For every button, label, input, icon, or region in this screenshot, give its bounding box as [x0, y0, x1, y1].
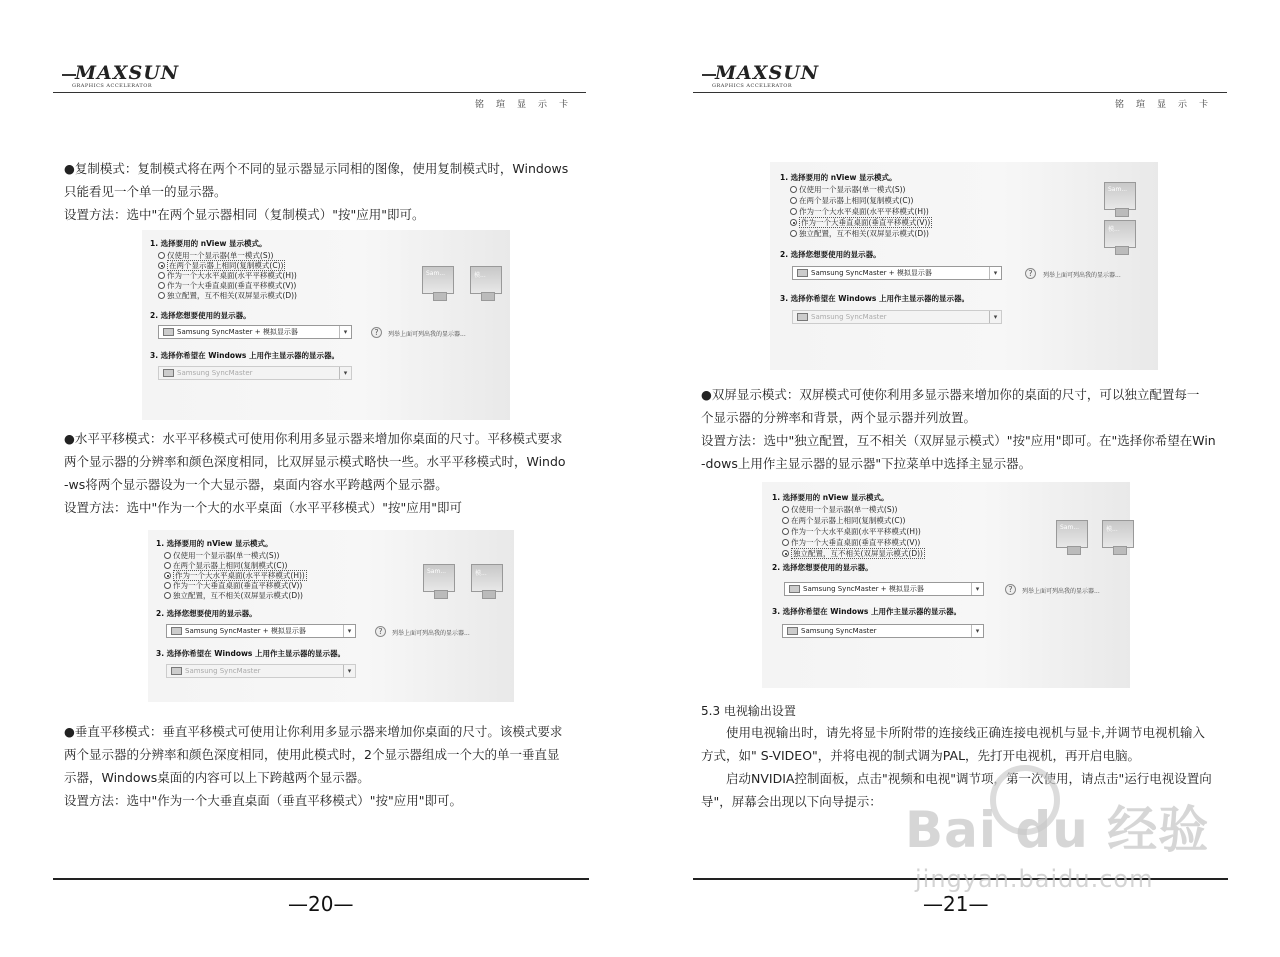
monitor-icon: 模...	[1102, 520, 1134, 548]
logo-swoosh	[702, 74, 716, 76]
paragraph-horizontal-span: ●水平平移模式：水平平移模式可使用你利用多显示器来增加你桌面的尺寸。平移模式要求 两个显示器的分辨率和颜色深度相同，比双屏显示模式略快一些。水平平移模式时，Windo -ws将两个显示器设为一个大显示器，桌面内容水平跨越两个显示器。 设置方法：选中"作为一个大的水平桌面（水平平移模式）"按"应用"即可	[64, 431, 566, 515]
logo-subtitle: GRAPHICS ACCELERATOR	[72, 83, 153, 89]
page-number: —21—	[923, 892, 989, 916]
watermark-url: jingyan.baidu.com	[915, 865, 1154, 893]
monitor-icon: Sam...	[422, 266, 454, 294]
paragraph-clone-mode: ●复制模式：复制模式将在两个不同的显示器显示同相的图像，使用复制模式时，Windows 只能看见一个单一的显示器。 设置方法：选中"在两个显示器相同（复制模式）"按"应用"即可。	[64, 161, 569, 222]
nview-screenshot-dualview: 1. 选择要用的 nView 显示模式。 仅使用一个显示器(单一模式(S)) 在两个显示器上相同(复制模式(C)) 作为一个大水平桌面(水平平移模式(H)) 作为一个大垂直桌面(垂直平移模式(V)) 独立配置，互不相关(双屏显示模式(D)) Sam... 模... 2. 选择您想要使用的显示器。 Samsung SyncMaster + 模拟显示器 ▾ ? 列举上面可列出我的显示器... 3. 选择你希望在 Windows 上用作主显示器的显示器。 Samsung SyncMaster ▾	[762, 482, 1130, 688]
maxsun-logo: MAXSUN	[715, 62, 820, 84]
help-icon: ?	[371, 327, 382, 338]
paragraph-tv-output: 使用电视输出时，请先将显卡所附带的连接线正确连接电视机与显卡,并调节电视机输入 方式，如" S-VIDEO"，并将电视的制式调为PAL，先打开电视机，再开启电脑。 启动NVIDIA控制面板，点击"视频和电视"调节项，第一次使用，请点击"运行电视设置向 导"，屏幕会出现以下向导提示：	[701, 725, 1212, 809]
monitor-icon: Sam...	[1056, 520, 1088, 548]
help-icon: ?	[1005, 584, 1016, 595]
help-icon: ?	[1025, 268, 1036, 279]
page-number: —20—	[288, 892, 354, 916]
header-rule	[693, 92, 1227, 93]
header-title: 铭瑄显示卡	[475, 100, 581, 110]
paragraph-dualview-mode: ●双屏显示模式：双屏模式可使你利用多显示器来增加你的桌面的尺寸，可以独立配置每一 个显示器的分辨率和背景，两个显示器并列放置。 设置方法：选中"独立配置，互不相关（双屏显示模式）"按"应用"即可。在"选择你希望在Win -dows上用作主显示器的显示器"下拉菜单中选择主显示器。	[701, 387, 1216, 471]
nview-screenshot-clone: 1. 选择要用的 nView 显示模式。 仅使用一个显示器(单一模式(S)) 在两个显示器上相同(复制模式(C)) 作为一个大水平桌面(水平平移模式(H)) 作为一个大垂直桌面(垂直平移模式(V)) 独立配置，互不相关(双屏显示模式(D)) Sam... 模... 2. 选择您想要使用的显示器。 Samsung SyncMaster + 模拟显示器 ▾ ? 列举上面可列出我的显示器... 3. 选择你希望在 Windows 上用作主显示器的显示器。 Samsung SyncMaster ▾	[142, 230, 510, 420]
logo-subtitle: GRAPHICS ACCELERATOR	[712, 83, 793, 89]
baidu-jingyan-watermark: Bai du 经验	[905, 801, 1210, 859]
paragraph-vertical-span: ●垂直平移模式：垂直平移模式可使用让你利用多显示器来增加你桌面的尺寸。该模式要求 两个显示器的分辨率和颜色深度相同，使用此模式时，2个显示器组成一个大的单一垂直显 示器，Windows桌面的内容可以上下跨越两个显示器。 设置方法：选中"作为一个大垂直桌面（垂直平移模式）"按"应用"即可。	[64, 724, 563, 808]
header-title: 铭瑄显示卡	[1115, 100, 1221, 110]
monitor-icon: 模...	[471, 564, 503, 592]
monitor-icon: 模...	[1104, 220, 1136, 248]
header-rule	[53, 92, 586, 93]
maxsun-logo: MAXSUN	[75, 62, 180, 84]
section-title: 5.3 电视输出设置	[701, 704, 796, 718]
logo-swoosh	[62, 74, 76, 76]
help-icon: ?	[375, 626, 386, 637]
nview-screenshot-horizontal: 1. 选择要用的 nView 显示模式。 仅使用一个显示器(单一模式(S)) 在两个显示器上相同(复制模式(C)) 作为一个大水平桌面(水平平移模式(H)) 作为一个大垂直桌面(垂直平移模式(V)) 独立配置，互不相关(双屏显示模式(D)) Sam... 模... 2. 选择您想要使用的显示器。 Samsung SyncMaster + 模拟显示器 ▾ ? 列举上面可列出我的显示器... 3. 选择你希望在 Windows 上用作主显示器的显示器。 Samsung SyncMaster ▾	[148, 530, 514, 702]
monitor-icon: Sam...	[423, 564, 455, 592]
footer-rule	[53, 878, 589, 880]
monitor-icon: 模...	[470, 266, 502, 294]
monitor-icon: Sam...	[1104, 182, 1136, 210]
nview-screenshot-vertical: 1. 选择要用的 nView 显示模式。 仅使用一个显示器(单一模式(S)) 在两个显示器上相同(复制模式(C)) 作为一个大水平桌面(水平平移模式(H)) 作为一个大垂直桌面(垂直平移模式(V)) 独立配置，互不相关(双屏显示模式(D)) Sam... 模... 2. 选择您想要使用的显示器。 Samsung SyncMaster + 模拟显示器 ▾ ? 列举上面可列出我的显示器... 3. 选择你希望在 Windows 上用作主显示器的显示器。 Samsung SyncMaster ▾	[770, 162, 1158, 370]
